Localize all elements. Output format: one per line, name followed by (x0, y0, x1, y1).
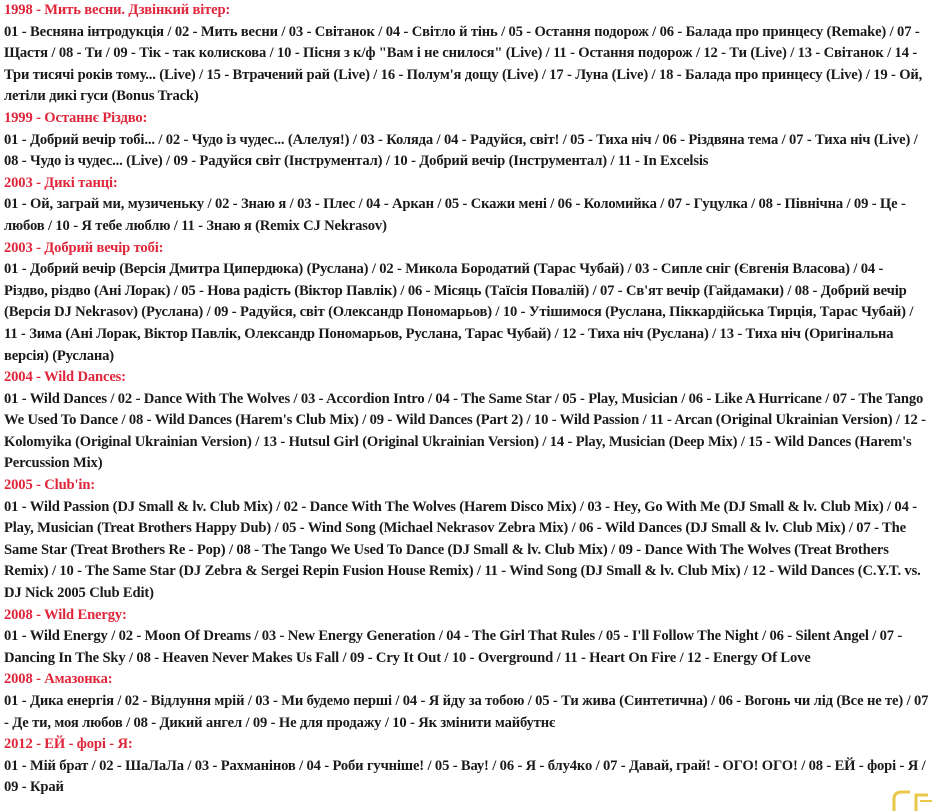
album-track-list: 01 - Дика енергія / 02 - Відлуння мрій / 03 - Ми будемо перші / 04 - Я йду за тобою / 05 - Ти жива (Синтетична) / 06 - Вогонь чи лід (Все не те) / 07 - Де ти, моя любов / 08 - Дикий ангел / 09 - Не для продажу / 10 - Як змінити майбутнє (4, 693, 929, 731)
album-2005-clubin (4, 475, 930, 605)
album-track-list: 01 - Wild Dances / 02 - Dance With The Wolves / 03 - Accordion Intro / 04 - The Same Star / 05 - Play, Musician / 06 - Like A Hurricane / 07 - The Tango We Used To Dance / 08 - Wild Dances (Harem's Club Mix) / 09 - Wild Dances (Part 2) / 10 - Wild Passion / 11 - Arcan (Original Ukrainian Version) / 12 - Kolomyika (Original Ukrainian Version) / 13 - Hutsul Girl (Original Ukrainian Version) / 14 - Play, Musician (Deep Mix) / 15 - Wild Dances (Harem's Percussion Mix) (4, 390, 926, 472)
album-heading: 2012 - ЕЙ - форі - Я: (4, 736, 133, 753)
album-heading: 2008 - Амазонка: (4, 671, 113, 688)
album-2004-wild-dances (4, 367, 930, 475)
album-2008-wild-energy (4, 605, 930, 670)
album-2003-dyki-tantsi (4, 173, 930, 238)
album-track-list: 01 - Мій брат / 02 - ШаЛаЛа / 03 - Рахманінов / 04 - Роби гучніше! / 05 - Вау! / 06 - Я - блу4ко / 07 - Давай, грай! - ОГО! ОГО! / 08 - ЕЙ - форі - Я / 09 - Край (4, 757, 926, 796)
album-heading: 1998 - Мить весни. Дзвінкий вітер: (4, 2, 231, 18)
album-2003-dobryi-vechir (4, 238, 930, 368)
album-track-list: 01 - Добрий вечір тобі... / 02 - Чудо із чудес... (Алелуя!) / 03 - Коляда / 04 - Радуйся, світ! / 05 - Тиха ніч / 06 - Різдвяна тема / 07 - Тиха ніч (Live) / 08 - Чудо із чудес... (Live) / 09 - Радуйся світ (Інструментал) / 10 - Добрий вечір (Інструментал) / 11 - In Excelsis (4, 131, 918, 170)
album-heading: 2008 - Wild Energy: (4, 606, 127, 623)
album-heading: 1999 - Останнє Різдво: (4, 109, 148, 126)
album-track-list: 01 - Ой, заграй ми, музиченьку / 02 - Знаю я / 03 - Плес / 04 - Аркан / 05 - Скажи мені / 06 - Коломийка / 07 - Гуцулка / 08 - Північна / 09 - Це - любов / 10 - Я тебе люблю / 11 - Знаю я (Remix CJ Nekrasov) (4, 196, 906, 234)
album-track-list: 01 - Wild Energy / 02 - Moon Of Dreams / 03 - New Energy Generation / 04 - The Girl That Rules / 05 - I'll Follow The Night / 06 - Silent Angel / 07 - Dancing In The Sky / 08 - Heaven Never Makes Us Fall / 09 - Cry It Out / 10 - Overground / 11 - Heart On Fire / 12 - Energy Of Love (4, 628, 903, 666)
album-2012-ei-fori-ya (4, 734, 930, 799)
album-track-list: 01 - Wild Passion (DJ Small & lv. Club Mix) / 02 - Dance With The Wolves (Harem Disco Mix) / 03 - Hey, Go With Me (DJ Small & lv. Club Mix) / 04 - Play, Musician (Treat Brothers Happy Dub) / 05 - Wind Song (Michael Nekrasov Zebra Mix) / 06 - Wild Dances (DJ Small & lv. Club Mix) / 07 - The Same Star (Treat Brothers Re - Pop) / 08 - The Tango We Used To Dance (DJ Small & lv. Club Mix) / 09 - Dance With The Wolves (Treat Brothers Remix) / 10 - The Same Star (DJ Zebra & Sergei Repin Fusion House Remix) / 11 - Wind Song (DJ Small & lv. Club Mix) / 12 - Wild Dances (C.Y.T. vs. DJ Nick 2005 Club Edit) (4, 498, 921, 602)
album-heading: 2005 - Club'in: (4, 477, 96, 494)
album-2008-amazonka (4, 669, 930, 734)
album-1999 (4, 108, 930, 173)
album-heading: 2004 - Wild Dances: (4, 369, 126, 386)
album-heading: 2003 - Добрий вечір тобі: (4, 239, 164, 256)
album-track-list: 01 - Весняна інтродукція / 02 - Мить весни / 03 - Світанок / 04 - Світло й тінь / 05 - Остання подорож / 06 - Балада про принцесу (Remake) / 07 - Щастя / 08 - Ти / 09 - Тік - так колискова / 10 - Пісня з к/ф "Вам і не снилося" (Live) / 11 - Остання подорож / 12 - Ти (Live) / 13 - Світанок / 14 - Три тисячі років тому... (Live) / 15 - Втрачений рай (Live) / 16 - Полум'я дощу (Live) / 17 - Луна (Live) / 18 - Балада про принцесу (Live) / 19 - Ой, летіли дикі гуси (Bonus Track) (4, 23, 923, 105)
album-heading: 2003 - Дикі танці: (4, 174, 118, 191)
album-track-list: 01 - Добрий вечір (Версія Дмитра Ципердюка) (Руслана) / 02 - Микола Бородатий (Тарас Чубай) / 03 - Сипле сніг (Євгенія Власова) / 04 - Різдво, різдво (Ані Лорак) / 05 - Нова радість (Віктор Павлік) / 06 - Місяць (Таїсія Повалій) / 07 - Св'ят вечір (Гайдамаки) / 08 - Добрий вечір (Версія DJ Nekrasov) (Руслана) / 09 - Радуйся, світ (Олександр Пономарьов) / 10 - Утішимося (Руслана, Піккардійська Тирція, Тарас Чубай) / 11 - Зима (Ані Лорак, Віктор Павлік, Олександр Пономарьов, Руслана, Тарас Чубай) / 12 - Тиха ніч (Руслана) / 13 - Тиха ніч (Оригінальна версія) (Руслана) (4, 261, 914, 364)
album-1998 (4, 0, 930, 108)
